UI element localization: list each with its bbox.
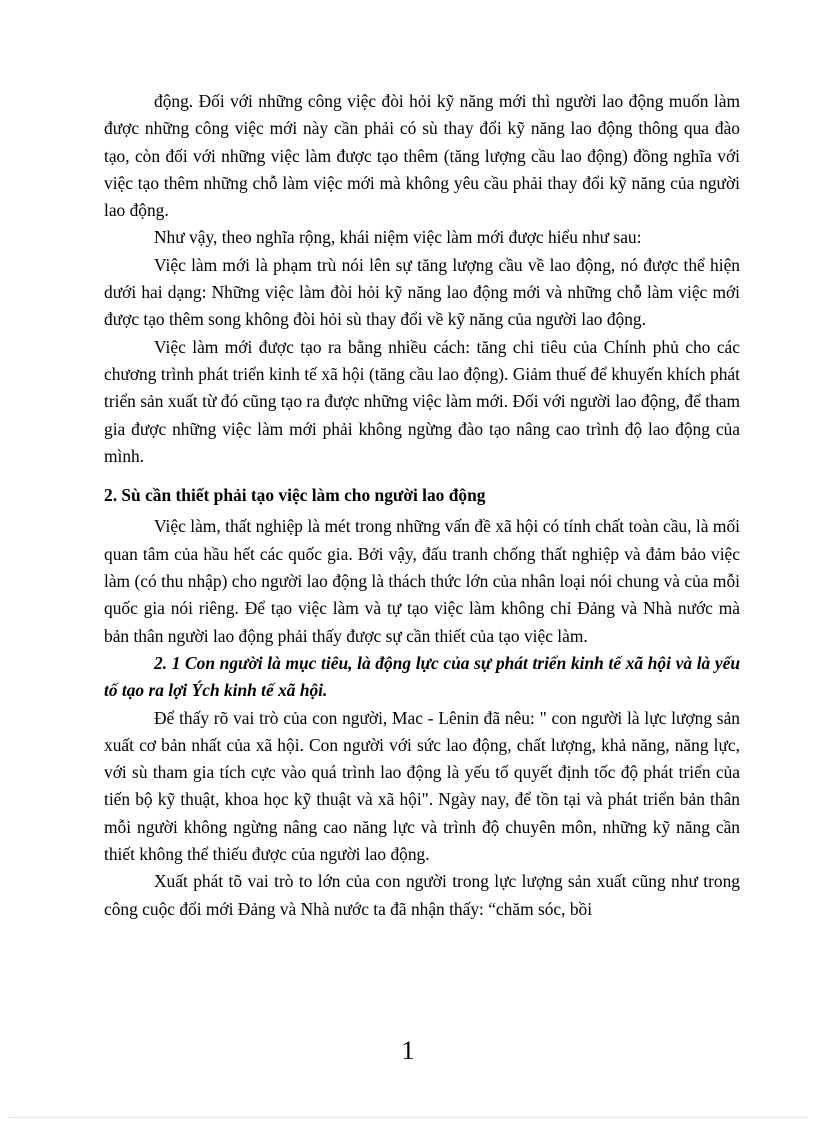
page-bottom-divider bbox=[8, 1117, 808, 1118]
paragraph-new-job-definition: Việc làm mới là phạm trù nói lên sự tăng lượng cầu về lao động, nó được thể hiện dưới hai dạng: Những việc làm đòi hỏi kỹ năng lao động mới và những chỗ làm việc mới được tạo thêm song không đòi hỏi sù thay đổi về kỹ năng của người lao động. bbox=[104, 254, 740, 330]
section-2-heading: 2. Sù cần thiết phải tạo việc làm cho người lao động bbox=[104, 485, 486, 506]
paragraph-party-state-view: Xuất phát tõ vai trò to lớn của con người trong lực lượng sản xuất cũng như trong công cuộc đổi mới Đảng và Nhà nước ta đã nhận thấy: “chăm sóc, bồi bbox=[104, 871, 740, 919]
page-number: 1 bbox=[401, 1036, 415, 1065]
paragraph-job-creation-methods: Việc làm mới được tạo ra bằng nhiều cách: tăng chi tiêu của Chính phủ cho các chương trình phát triển kinh tế xã hội (tăng cầu lao động). Giảm thuế để khuyến khích phát triển sản xuất từ đó cũng tạo ra được những việc làm mới. Đối với người lao động, để tham gia được những việc làm mới phải không ngừng đào tạo nâng cao trình độ lao động của mình. bbox=[104, 336, 740, 466]
paragraph-intro-continuation: động. Đối với những công việc đòi hỏi kỹ năng mới thì người lao động muốn làm được những công việc mới này cần phải có sù thay đổi kỹ năng lao động thông qua đào tạo, còn đối với những việc làm được tạo thêm (tăng lượng cầu lao động) đồng nghĩa với việc tạo thêm những chỗ làm việc mới mà không yêu cầu phải thay đổi kỹ năng của người lao động. bbox=[104, 91, 740, 221]
paragraph-broad-definition: Như vậy, theo nghĩa rộng, khái niệm việc làm mới được hiểu như sau: bbox=[154, 227, 642, 248]
document-body bbox=[104, 88, 740, 923]
section-2-1-heading: 2. 1 Con người là mục tiêu, là động lực của sự phát triển kinh tế xã hội và là yếu tố tạo ra lợi Ých kinh tế xã hội. bbox=[104, 652, 740, 701]
paragraph-marx-lenin-quote: Để thấy rõ vai trò của con người, Mac - Lênin đã nêu: " con người là lực lượng sản xuất cơ bản nhất của xã hội. Con người với sức lao động, chất lượng, khả năng, năng lực, với sù tham gia tích cực vào quá trình lao động là yếu tố quyết định tốc độ phát triển của tiến bộ kỹ thuật, khoa học kỹ thuật và xã hội". Ngày nay, để tồn tại và phát triển bản thân mỗi người không ngừng nâng cao năng lực và trình độ chuyên môn, những kỹ năng cần thiết không thể thiếu được của người lao động. bbox=[104, 707, 740, 865]
paragraph-section-2: Việc làm, thất nghiệp là mét trong những vấn đề xã hội có tính chất toàn cầu, là mối quan tâm của hầu hết các quốc gia. Bởi vậy, đấu tranh chống thất nghiệp và đảm bảo việc làm (có thu nhập) cho người lao động là thách thức lớn của nhân loại nói chung và của mỗi quốc gia nói riêng. Để tạo việc làm và tự tạo việc làm không chỉ Đảng và Nhà nước mà bản thân người lao động phải thấy được sự cần thiết của tạo việc làm. bbox=[104, 516, 740, 646]
